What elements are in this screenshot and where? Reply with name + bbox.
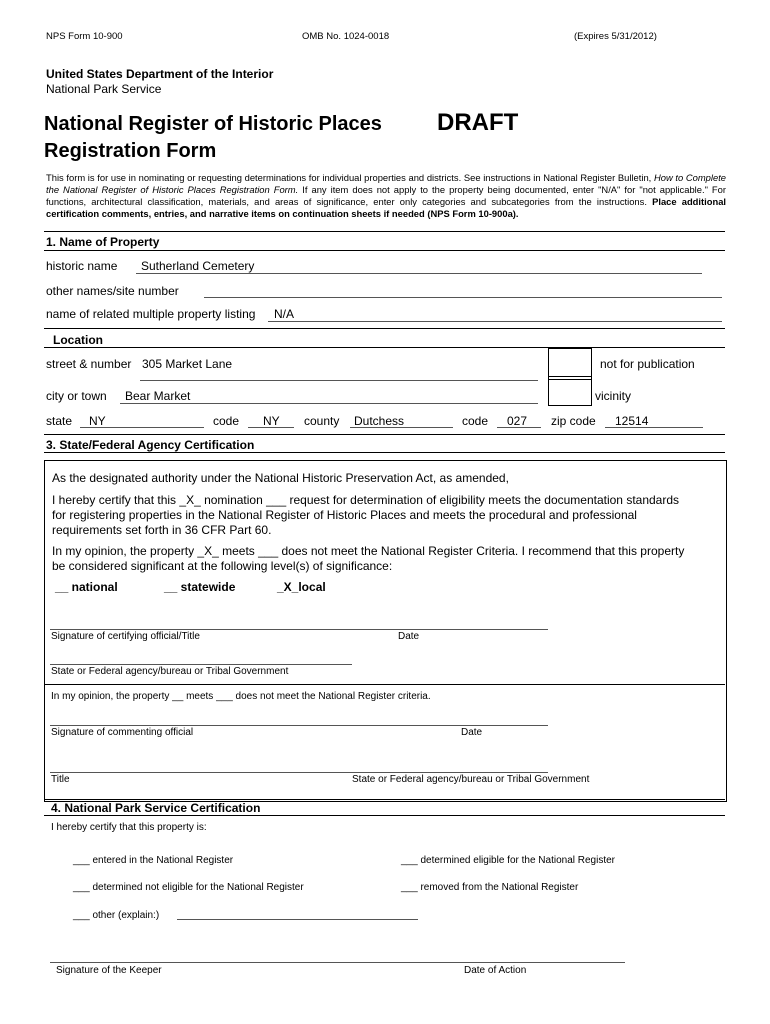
vicinity-label: vicinity [595, 389, 632, 403]
county-code-underline [497, 427, 541, 428]
historic-name-underline [136, 273, 702, 274]
instructions: This form is for use in nominating or requesting determinations for individual properties and districts. See instructions in National Register Bulletin, How to Complete the National Register of Historic Places Registration Form. If any item does not apply to the property being documented, enter "N/A" for "not applicable." For functions, architectural classification, materials, and areas of significance, enter only categories and subcategories from the instructions. Place additional certification comments, entries, and narrative items on continuation sheets if needed (NPS Form 10-900a). [46, 172, 727, 219]
section2-top-rule [44, 328, 725, 329]
historic-name-label: historic name [46, 259, 118, 273]
section2-bottom-rule [44, 347, 725, 348]
state-underline [80, 427, 204, 428]
keeper-certify-text: I hereby certify that this property is: [51, 822, 207, 833]
other-names-label: other names/site number [46, 284, 179, 298]
section1-bottom-rule [44, 250, 725, 251]
certifying-signature-label: Signature of certifying official/Title [51, 631, 200, 642]
form-title-line2: Registration Form [44, 140, 217, 162]
section3-top-rule [44, 434, 725, 435]
section3-bottom-rule [44, 452, 725, 453]
level-statewide-option[interactable]: __ statewide [164, 580, 236, 594]
section1-heading: 1. Name of Property [46, 235, 160, 249]
date-of-action-label: Date of Action [464, 965, 527, 976]
related-listing-field[interactable]: N/A [274, 307, 295, 321]
section4-bottom-rule [44, 815, 725, 816]
city-underline [120, 403, 538, 404]
designated-authority-text: As the designated authority under the National Historic Preservation Act, as amended, [52, 471, 509, 485]
county-code-field[interactable]: 027 [507, 414, 528, 428]
county-label: county [304, 414, 340, 428]
section3-heading: 3. State/Federal Agency Certification [46, 438, 255, 452]
zip-underline [605, 427, 703, 428]
state-field[interactable]: NY [89, 414, 106, 428]
significance-level-text: be considered significant at the following level(s) of significance: [52, 559, 393, 573]
title-line [50, 772, 548, 773]
not-for-publication-label: not for publication [600, 357, 695, 371]
other-names-underline [204, 297, 722, 298]
level-national-option[interactable]: __ national [55, 580, 118, 594]
form-number: NPS Form 10-900 [46, 31, 123, 42]
opinion-meets-text: In my opinion, the property _X_ meets ___ does not meet the National Register Criteria. I recommend that this property [52, 544, 685, 558]
commenting-date-label: Date [461, 727, 483, 738]
level-local-option[interactable]: _X_local [277, 580, 326, 594]
department-name: United States Department of the Interior [46, 67, 274, 81]
section2-heading: Location [53, 333, 103, 347]
agency-label-2: State or Federal agency/bureau or Tribal Government [352, 774, 590, 785]
state-label: state [46, 414, 73, 428]
draft-label: DRAFT [437, 109, 519, 136]
county-underline [350, 427, 453, 428]
agency-line-1 [50, 664, 352, 665]
commenting-opinion-text: In my opinion, the property __ meets ___ does not meet the National Register criteria. [51, 691, 431, 702]
section3-divider [44, 684, 725, 685]
street-field[interactable]: 305 Market Lane [142, 357, 233, 371]
street-label: street & number [46, 357, 132, 371]
section1-top-rule [44, 231, 725, 232]
form-title-line1: National Register of Historic Places [44, 113, 382, 135]
certifying-signature-line [50, 629, 548, 630]
agency-label-1: State or Federal agency/bureau or Tribal Government [51, 666, 289, 677]
option-entered[interactable]: ___ entered in the National Register [73, 855, 234, 866]
option-determined-eligible[interactable]: ___ determined eligible for the National Register [401, 855, 616, 866]
related-listing-underline [268, 321, 722, 322]
section4-top-rule [44, 799, 725, 800]
state-code-underline [248, 427, 294, 428]
section4-heading: 4. National Park Service Certification [51, 801, 261, 815]
keeper-signature-label: Signature of the Keeper [56, 965, 162, 976]
other-explain-line [177, 919, 418, 920]
certify-text-line3: requirements set forth in 36 CFR Part 60. [52, 523, 272, 537]
city-field[interactable]: Bear Market [125, 389, 191, 403]
commenting-signature-label: Signature of commenting official [51, 727, 194, 738]
street-underline [140, 380, 538, 381]
state-code-label: code [213, 414, 240, 428]
historic-name-field[interactable]: Sutherland Cemetery [141, 259, 255, 273]
vicinity-checkbox[interactable] [548, 376, 592, 406]
title-label: Title [51, 774, 70, 785]
keeper-signature-line [50, 962, 625, 963]
commenting-signature-line [50, 725, 548, 726]
service-name: National Park Service [46, 82, 162, 96]
certifying-date-label: Date [398, 631, 420, 642]
certify-nomination-text: I hereby certify that this _X_ nomination ___ request for determination of eligibility meets the documentation standards [52, 493, 680, 507]
omb-number: OMB No. 1024-0018 [302, 31, 390, 42]
city-label: city or town [46, 389, 107, 403]
county-code-label: code [462, 414, 489, 428]
zip-field[interactable]: 12514 [615, 414, 649, 428]
option-not-eligible[interactable]: ___ determined not eligible for the National Register [73, 882, 304, 893]
county-field[interactable]: Dutchess [354, 414, 405, 428]
option-removed[interactable]: ___ removed from the National Register [401, 882, 579, 893]
option-other[interactable]: ___ other (explain:) [73, 910, 160, 921]
state-code-field[interactable]: NY [263, 414, 280, 428]
certify-text-line2: for registering properties in the National Register of Historic Places and meets the procedural and professional [52, 508, 637, 522]
related-listing-label: name of related multiple property listing [46, 307, 256, 321]
zip-label: zip code [551, 414, 596, 428]
expiration-date: (Expires 5/31/2012) [574, 31, 657, 42]
